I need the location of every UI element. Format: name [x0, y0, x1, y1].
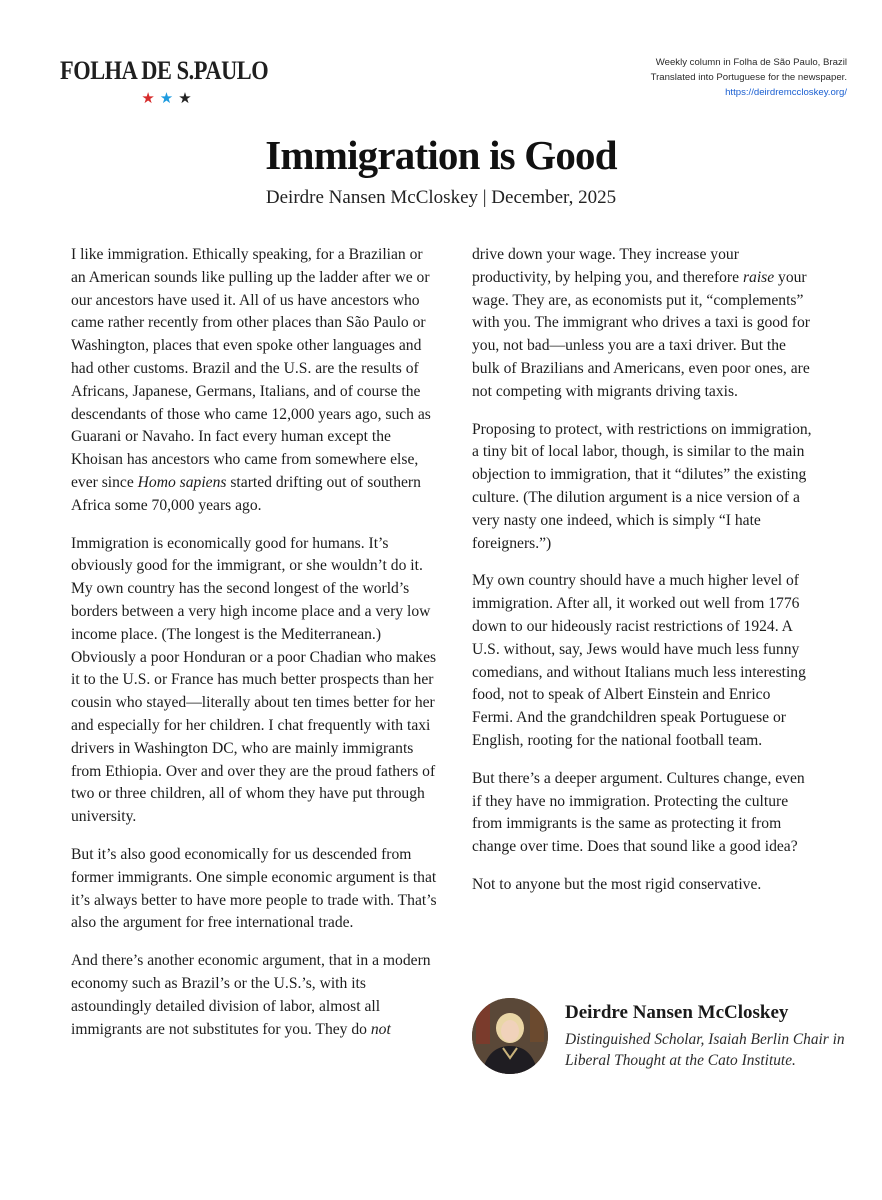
column-info-line-2: Translated into Portuguese for the newspaper. — [650, 72, 847, 83]
paragraph: Proposing to protect, with restrictions on immigration, a tiny bit of local labor, though, is similar to the main objection to immigration, that it “dilutes” the existing culture. (The dilution argument is a nice version of a very nasty one indeed, which is simply “I hate foreigners.”) — [472, 420, 812, 552]
paragraph: drive down your wage. They increase your productivity, by helping you, and therefore raise your wage. They are, as economists put it, “complements” with you. The immigrant who drives a taxi is good for you, not bad—unless you are a taxi driver. But the bulk of Brazilians and Americans, even poor ones, are not competing with migrants driving taxis. — [472, 246, 810, 400]
paragraph: And there’s another economic argument, that in a modern economy such as Brazil’s or the U.S.’s, with its astoundingly detailed division of labor, almost all immigrants are not substitutes for you. They do not — [71, 952, 431, 1038]
right-column — [472, 244, 812, 912]
website-link[interactable]: https://deirdremccloskey.org/ — [725, 87, 847, 98]
left-column — [71, 244, 439, 1056]
paragraph: My own country should have a much higher level of immigration. After all, it worked out well from 1776 down to our hideously racist restrictions of 1924. A U.S. without, say, Jews would have much less funny comedians, and without Italians much less interesting food, not to speak of Albert Einstein and Enrico Fermi. And the grandchildren speak Portuguese or English, rooting for the national football team. — [472, 572, 806, 749]
black-star-icon: ★ — [178, 91, 197, 107]
column-info-line-1: Weekly column in Folha de São Paulo, Brazil — [655, 57, 847, 68]
logo-stars — [60, 89, 274, 108]
folha-logo[interactable]: FOLHA DE S.PAULO — [60, 56, 269, 85]
paragraph: Not to anyone but the most rigid conservative. — [472, 875, 762, 893]
blue-star-icon: ★ — [159, 91, 179, 107]
paragraph: I like immigration. Ethically speaking, for a Brazilian or an American sounds like pulling up the ladder after we or our ancestors have used it. All of us have ancestors who came rather recently from other places than São Paulo or Washington, places that even spoke other languages and had other customs. Brazil and the U.S. are the results of Africans, Japanese, Germans, Italians, and of course the descendants of those who came 12,000 years ago, such as Guarani or Navaho. In fact every human except the Khoisan has ancestors who came from somewhere else, ever since Homo sapiens started drifting out of southern Africa some 70,000 years ago. — [71, 246, 431, 514]
author-card — [472, 998, 852, 1078]
red-star-icon: ★ — [141, 91, 160, 107]
author-portrait-icon — [472, 998, 548, 1074]
column-info — [651, 55, 847, 100]
author-name: Deirdre Nansen McCloskey — [565, 1002, 789, 1023]
author-title: Distinguished Scholar, Isaiah Berlin Chair in Liberal Thought at the Cato Institute. — [565, 1031, 845, 1069]
paragraph: Immigration is economically good for humans. It’s obviously good for the immigrant, or she wouldn’t do it. My own country has the second longest of the world’s borders between a very high income place and a very low income place. (The longest is the Mediterranean.) Obviously a poor Honduran or a poor Chadian who makes it to the U.S. or France has much better prospects than her cousin who stayed—literally about ten times better for her and especially for her children. I chat frequently with taxi drivers in Washington DC, who are mainly immigrants from Ethiopia. Over and over they are the proud fathers of two or three children, all of whom they have put through university. — [71, 534, 437, 826]
article-byline: Deirdre Nansen McCloskey | December, 2025 — [265, 187, 617, 208]
author-avatar — [472, 998, 548, 1074]
paragraph: But there’s a deeper argument. Cultures change, even if they have no immigration. Protecting the culture from immigrants is the same as protecting it from change over time. Does that sound like a good idea? — [472, 769, 805, 856]
masthead — [60, 56, 274, 108]
article-title: Immigration is Good — [265, 132, 617, 178]
paragraph: But it’s also good economically for us descended from former immigrants. One simple economic argument is that it’s always better to have more people to trade with. That’s also the argument for free international trade. — [71, 845, 437, 932]
